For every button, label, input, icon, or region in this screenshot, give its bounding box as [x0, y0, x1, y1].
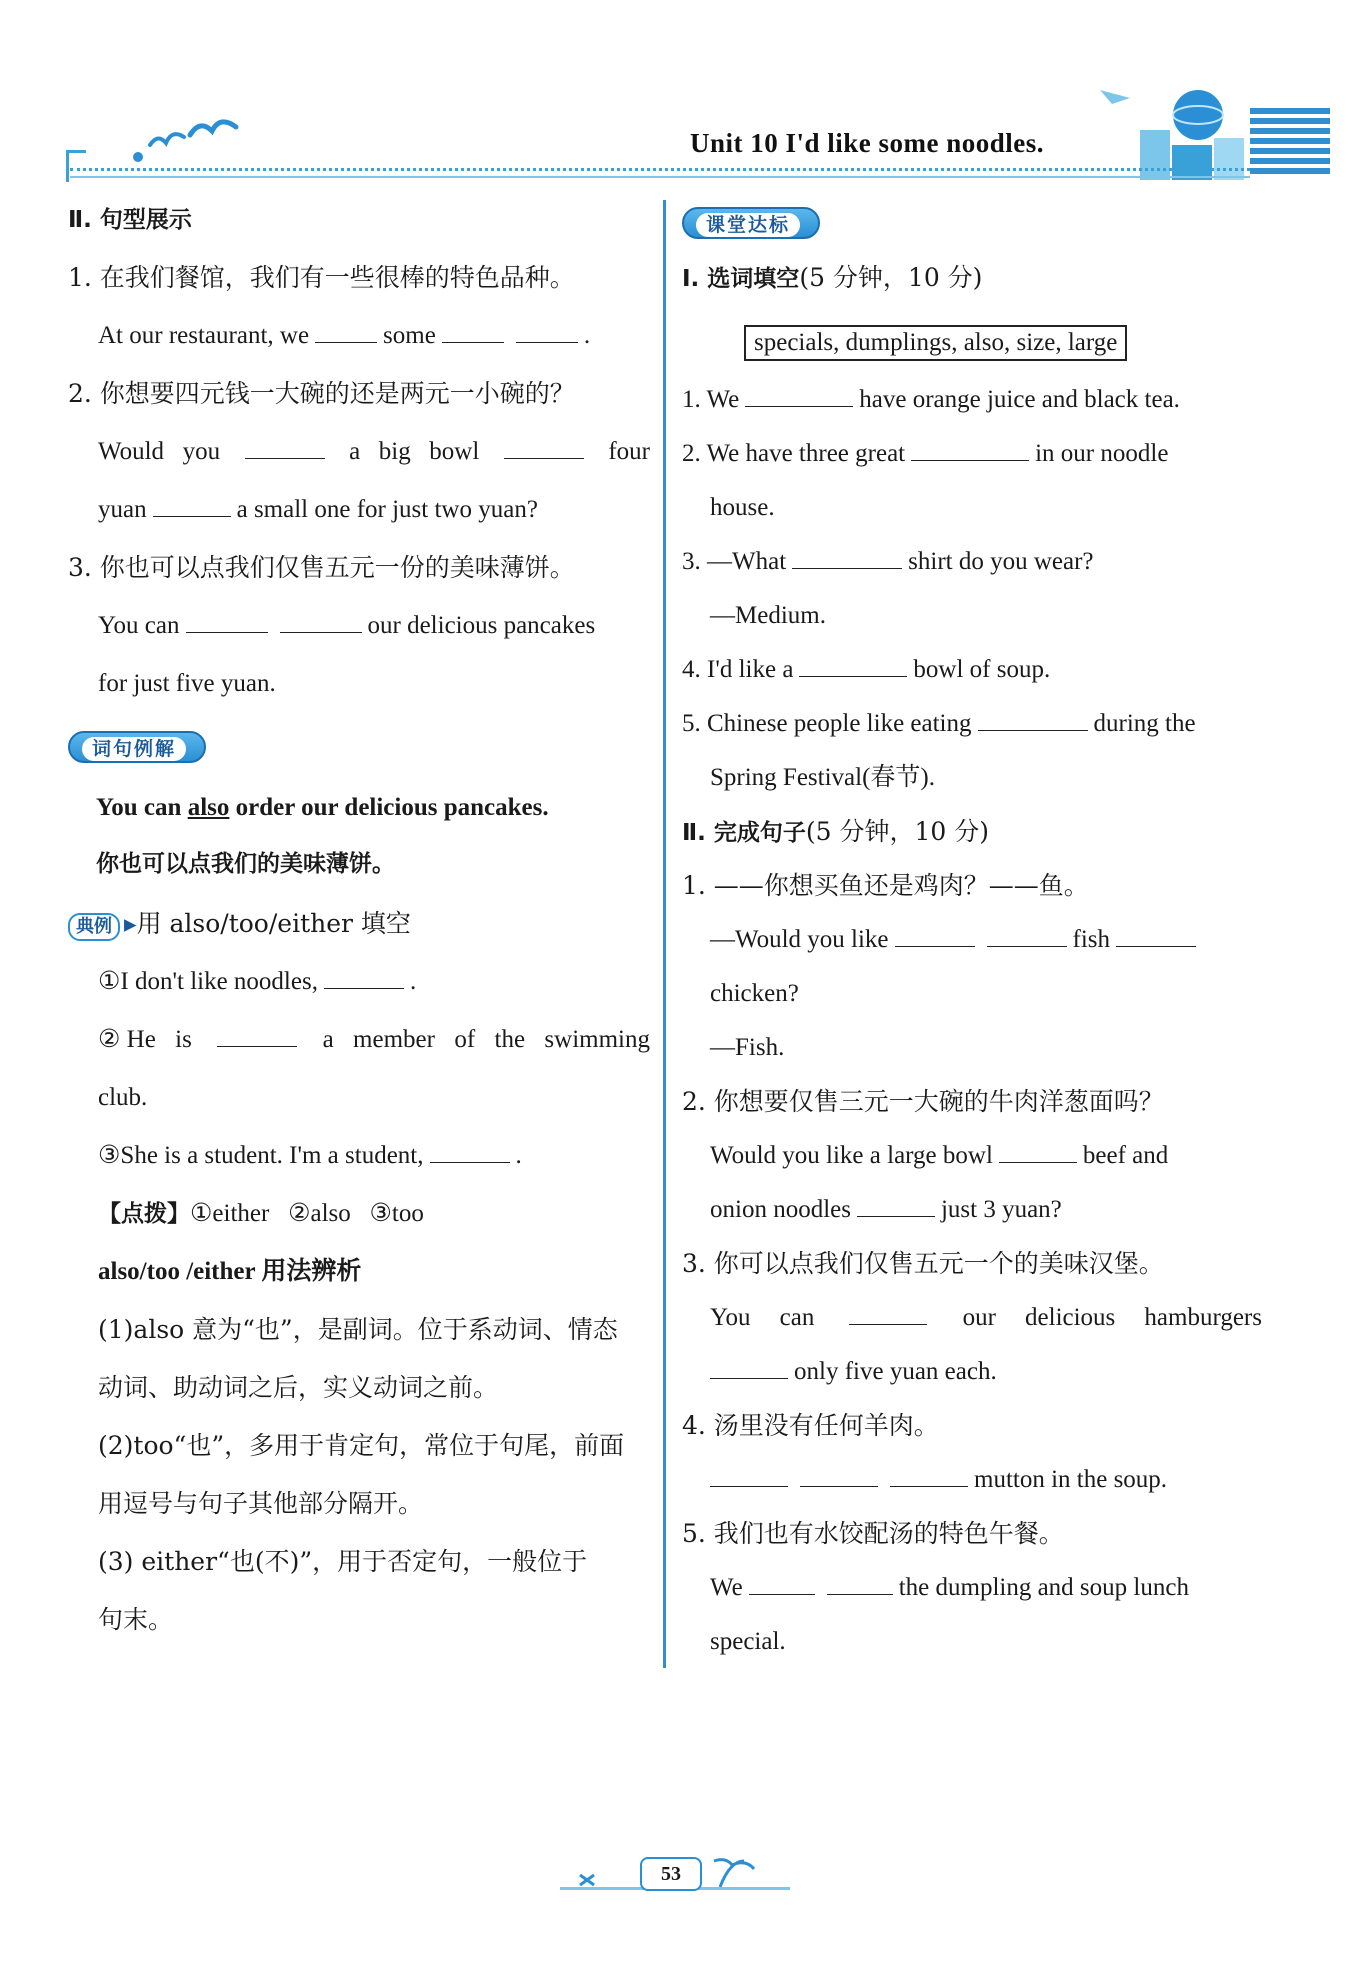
- q1-english: At our restaurant, we some .: [98, 322, 591, 349]
- blank[interactable]: [186, 611, 268, 633]
- q2-english-line1: Would you a big bowl four: [98, 438, 650, 465]
- q2-english-line2: yuan a small one for just two yuan?: [98, 496, 538, 523]
- birds-icon: [130, 105, 260, 165]
- blank[interactable]: [315, 321, 377, 343]
- word-bank-box: specials, dumplings, also, size, large: [744, 325, 1127, 361]
- analysis-2b: 用逗号与句子其他部分隔开。: [98, 1489, 424, 1518]
- blank[interactable]: [827, 1573, 893, 1595]
- s4-chinese: 4. 汤里没有任何羊肉。: [682, 1411, 939, 1440]
- s5-english-line2: special.: [710, 1628, 786, 1655]
- s1-chinese: 1. ——你想买鱼还是鸡肉？——鱼。: [682, 871, 1089, 900]
- r1: 1. We have orange juice and black tea.: [682, 386, 1180, 413]
- r3: 3. —What shirt do you wear?: [682, 548, 1094, 575]
- s2-chinese: 2. 你想要仅售三元一大碗的牛肉洋葱面吗？: [682, 1087, 1164, 1116]
- blank[interactable]: [978, 709, 1088, 731]
- header-stripes: [1250, 108, 1330, 182]
- blank[interactable]: [987, 925, 1067, 947]
- blank[interactable]: [245, 437, 325, 459]
- q3-english-line1: You can our delicious pancakes: [98, 612, 596, 639]
- blank[interactable]: [442, 321, 504, 343]
- blank[interactable]: [1116, 925, 1196, 947]
- s3-english-line2: only five yuan each.: [710, 1357, 997, 1387]
- header-solid-line: [70, 176, 1250, 178]
- blank[interactable]: [749, 1573, 815, 1595]
- blank[interactable]: [324, 967, 404, 989]
- section-title-sentence-patterns: Ⅱ. 句型展示: [68, 207, 192, 233]
- blank[interactable]: [710, 1357, 788, 1379]
- r2: 2. We have three great in our noodle: [682, 440, 1169, 467]
- page-number: 53: [640, 1857, 702, 1891]
- r5-cont: Spring Festival(春节).: [710, 764, 935, 791]
- blank[interactable]: [217, 1025, 297, 1047]
- blank[interactable]: [430, 1141, 510, 1163]
- q1-chinese: 1. 在我们餐馆，我们有一些很棒的特色品种。: [68, 263, 575, 292]
- s2-english-line1: Would you like a large bowl beef and: [710, 1142, 1169, 1169]
- q3-english-line2: for just five yuan.: [98, 670, 276, 697]
- blank[interactable]: [516, 321, 578, 343]
- blank[interactable]: [911, 439, 1029, 461]
- q2-chinese: 2. 你想要四元钱一大碗的还是两元一小碗的？: [68, 379, 575, 408]
- blank[interactable]: [153, 495, 231, 517]
- example-translation: 你也可以点我们的美味薄饼。: [96, 851, 395, 877]
- q3-chinese: 3. 你也可以点我们仅售五元一份的美味薄饼。: [68, 553, 575, 582]
- r2-cont: house.: [710, 494, 775, 521]
- example-item-1: ①I don't like noodles, .: [98, 968, 417, 995]
- page-header: [60, 50, 1330, 180]
- blank[interactable]: [800, 1465, 878, 1487]
- example-task: 典例 ▸用 also/too/either 填空: [68, 909, 411, 941]
- blank[interactable]: [857, 1195, 935, 1217]
- tip-answers: 【点拨】①either ②also ③too: [98, 1200, 424, 1227]
- section1-title: Ⅰ. 选词填空(5 分钟，10 分): [682, 263, 983, 292]
- analysis-1a: (1)also 意为“也”，是副词。位于系动词、情态: [98, 1315, 618, 1344]
- analysis-3b: 句末。: [98, 1605, 174, 1634]
- s4-english: mutton in the soup.: [710, 1465, 1167, 1495]
- blank[interactable]: [504, 437, 584, 459]
- blank[interactable]: [849, 1303, 927, 1325]
- s1-english: —Would you like fish: [710, 925, 1202, 955]
- s3-chinese: 3. 你可以点我们仅售五元一个的美味汉堡。: [682, 1249, 1164, 1278]
- blank[interactable]: [799, 655, 907, 677]
- unit-title: Unit 10 I'd like some noodles.: [690, 128, 1045, 158]
- analysis-3a: (3) either“也(不)”，用于否定句，一般位于: [98, 1547, 588, 1576]
- blank[interactable]: [280, 611, 362, 633]
- s5-chinese: 5. 我们也有水饺配汤的特色午餐。: [682, 1519, 1064, 1548]
- blank[interactable]: [890, 1465, 968, 1487]
- s3-english-line1: You can our delicious hamburgers: [710, 1304, 1262, 1331]
- blank[interactable]: [895, 925, 975, 947]
- r3-answer: —Medium.: [710, 602, 826, 629]
- example-badge: 典例: [68, 913, 120, 941]
- s1-english-cont: chicken?: [710, 980, 799, 1007]
- r4: 4. I'd like a bowl of soup.: [682, 656, 1051, 683]
- analysis-2a: (2)too“也”，多用于肯定句，常位于句尾，前面: [98, 1431, 625, 1460]
- example-item-2-cont: club.: [98, 1084, 148, 1111]
- s5-english-line1: We the dumpling and soup lunch: [710, 1574, 1189, 1601]
- example-item-3: ③She is a student. I'm a student, .: [98, 1142, 522, 1169]
- page-footer: [560, 1855, 790, 1895]
- tag-word-examples: 词句例解: [68, 731, 206, 763]
- s2-english-line2: onion noodles just 3 yuan?: [710, 1196, 1062, 1223]
- r5: 5. Chinese people like eating during the: [682, 710, 1196, 737]
- blank[interactable]: [710, 1465, 788, 1487]
- column-divider: [663, 200, 666, 1668]
- header-dotted-line: [70, 168, 1250, 171]
- example-sentence: You can also order our delicious pancakes.: [96, 794, 549, 821]
- blank[interactable]: [999, 1141, 1077, 1163]
- example-item-2: ② He is a member of the swimming: [98, 1026, 650, 1053]
- section2-title: Ⅱ. 完成句子(5 分钟，10 分): [682, 817, 990, 846]
- analysis-title: also/too /either 用法辨析: [98, 1258, 362, 1285]
- s1-answer: —Fish.: [710, 1034, 785, 1061]
- tag-class-practice: 课堂达标: [682, 207, 820, 239]
- analysis-1b: 动词、助动词之后，实义动词之前。: [98, 1373, 499, 1402]
- blank[interactable]: [745, 385, 853, 407]
- blank[interactable]: [792, 547, 902, 569]
